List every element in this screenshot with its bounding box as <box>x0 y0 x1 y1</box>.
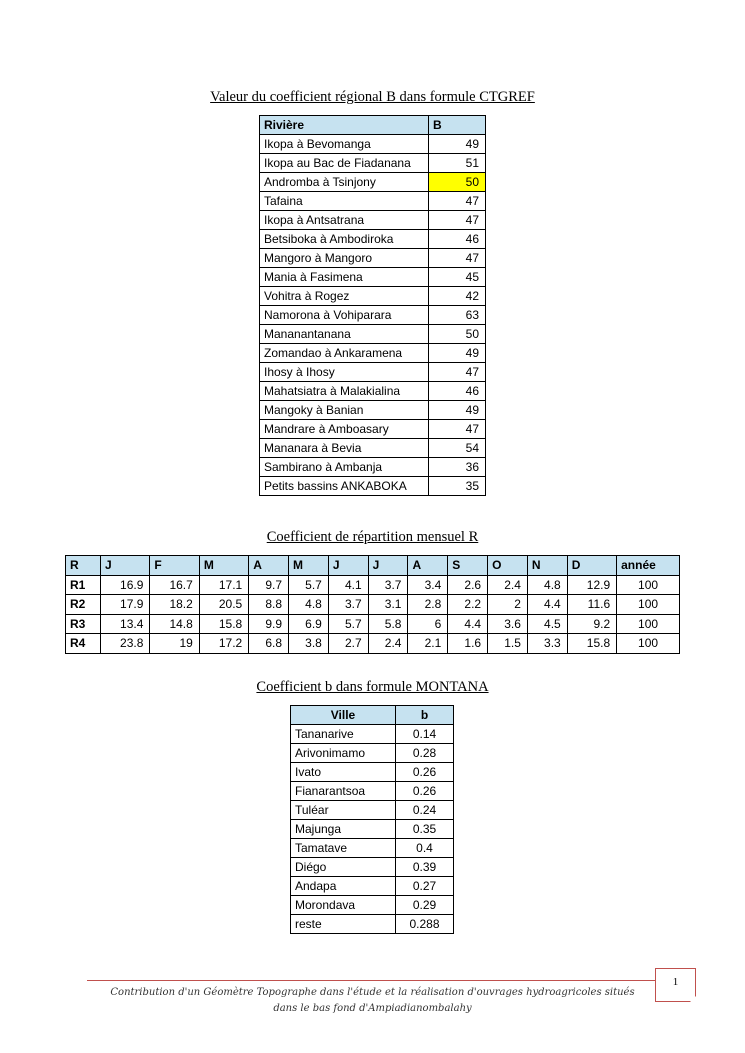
coefficient-cell: 2.7 <box>328 634 368 654</box>
b-value-cell: 0.29 <box>396 896 454 915</box>
repartition-table <box>65 555 680 654</box>
riviere-cell: Mananara à Bevia <box>260 439 429 458</box>
b-value-cell: 0.26 <box>396 782 454 801</box>
riviere-cell: Namorona à Vohiparara <box>260 306 429 325</box>
row-label-cell: R2 <box>66 595 101 615</box>
table-row <box>260 173 486 192</box>
ctgref-caption: Valeur du coefficient régional B dans formule CTGREF <box>210 89 535 105</box>
b-value-cell: 0.4 <box>396 839 454 858</box>
table-row <box>260 192 486 211</box>
coefficient-cell: 3.1 <box>368 595 408 615</box>
coefficient-cell: 9.7 <box>249 575 289 595</box>
coefficient-cell: 2.8 <box>408 595 448 615</box>
table-row <box>291 877 454 896</box>
table-row <box>66 634 680 654</box>
coefficient-cell: 12.9 <box>567 575 616 595</box>
column-header: R <box>66 556 101 576</box>
column-header-ville: Ville <box>291 706 396 725</box>
b-value-cell: 46 <box>429 230 486 249</box>
b-value-cell: 36 <box>429 458 486 477</box>
ville-cell: Tananarive <box>291 725 396 744</box>
riviere-cell: Andromba à Tsinjony <box>260 173 429 192</box>
table-row <box>260 477 486 496</box>
column-header-riviere: Rivière <box>260 116 429 135</box>
footer-rule <box>87 980 657 981</box>
table-row <box>260 230 486 249</box>
montana-table <box>290 705 454 934</box>
coefficient-cell: 4.5 <box>527 614 567 634</box>
repartition-caption: Coefficient de répartition mensuel R <box>266 529 479 545</box>
coefficient-cell: 2.6 <box>448 575 488 595</box>
coefficient-cell: 15.8 <box>199 614 248 634</box>
coefficient-cell: 14.8 <box>150 614 199 634</box>
b-value-cell: 47 <box>429 420 486 439</box>
table-row <box>260 401 486 420</box>
coefficient-cell: 9.2 <box>567 614 616 634</box>
riviere-cell: Ihosy à Ihosy <box>260 363 429 382</box>
table-row <box>291 725 454 744</box>
page-number: 1 <box>672 976 679 988</box>
coefficient-cell: 9.9 <box>249 614 289 634</box>
row-label-cell: R1 <box>66 575 101 595</box>
b-value-cell: 49 <box>429 344 486 363</box>
b-value-cell: 0.27 <box>396 877 454 896</box>
b-value-cell: 47 <box>429 192 486 211</box>
table-row <box>260 249 486 268</box>
b-value-cell: 0.14 <box>396 725 454 744</box>
column-header-b: B <box>429 116 486 135</box>
coefficient-cell: 6.9 <box>289 614 329 634</box>
page-fold-corner <box>689 995 697 1003</box>
coefficient-cell: 20.5 <box>199 595 248 615</box>
coefficient-cell: 15.8 <box>567 634 616 654</box>
table-header-row <box>291 706 454 725</box>
column-header: J <box>328 556 368 576</box>
column-header: A <box>408 556 448 576</box>
ville-cell: Diégo <box>291 858 396 877</box>
riviere-cell: Sambirano à Ambanja <box>260 458 429 477</box>
riviere-cell: Mananantanana <box>260 325 429 344</box>
b-value-cell: 54 <box>429 439 486 458</box>
table-row <box>291 782 454 801</box>
coefficient-cell: 1.5 <box>488 634 528 654</box>
b-value-cell: 49 <box>429 401 486 420</box>
table-row <box>260 363 486 382</box>
table-row <box>260 306 486 325</box>
riviere-cell: Mangoro à Mangoro <box>260 249 429 268</box>
column-header-b: b <box>396 706 454 725</box>
coefficient-cell: 4.4 <box>448 614 488 634</box>
b-value-cell: 46 <box>429 382 486 401</box>
coefficient-cell: 3.7 <box>368 575 408 595</box>
column-header: F <box>150 556 199 576</box>
table-row <box>66 595 680 615</box>
b-value-cell: 0.24 <box>396 801 454 820</box>
coefficient-cell: 3.8 <box>289 634 329 654</box>
table-row <box>260 135 486 154</box>
coefficient-cell: 3.4 <box>408 575 448 595</box>
ville-cell: Morondava <box>291 896 396 915</box>
coefficient-cell: 18.2 <box>150 595 199 615</box>
coefficient-cell: 11.6 <box>567 595 616 615</box>
ville-cell: Tuléar <box>291 801 396 820</box>
row-label-cell: R3 <box>66 614 101 634</box>
b-value-cell: 47 <box>429 363 486 382</box>
column-header: M <box>289 556 329 576</box>
b-value-cell: 42 <box>429 287 486 306</box>
table-row <box>66 575 680 595</box>
column-header: D <box>567 556 616 576</box>
coefficient-cell: 23.8 <box>101 634 150 654</box>
riviere-cell: Mahatsiatra à Malakialina <box>260 382 429 401</box>
table-row <box>260 325 486 344</box>
coefficient-cell: 8.8 <box>249 595 289 615</box>
b-value-cell: 0.28 <box>396 744 454 763</box>
column-header: J <box>101 556 150 576</box>
riviere-cell: Mangoky à Banian <box>260 401 429 420</box>
ville-cell: Andapa <box>291 877 396 896</box>
ctgref-table <box>259 115 486 496</box>
coefficient-cell: 17.1 <box>199 575 248 595</box>
coefficient-cell: 4.1 <box>328 575 368 595</box>
coefficient-cell: 100 <box>617 595 680 615</box>
b-value-cell: 0.35 <box>396 820 454 839</box>
coefficient-cell: 1.6 <box>448 634 488 654</box>
page-number-box <box>655 968 696 1002</box>
coefficient-cell: 2.1 <box>408 634 448 654</box>
riviere-cell: Mania à Fasimena <box>260 268 429 287</box>
column-header: A <box>249 556 289 576</box>
coefficient-cell: 2.4 <box>488 575 528 595</box>
riviere-cell: Petits bassins ANKABOKA <box>260 477 429 496</box>
table-row <box>291 801 454 820</box>
ville-cell: Tamatave <box>291 839 396 858</box>
coefficient-cell: 100 <box>617 614 680 634</box>
b-value-cell: 0.26 <box>396 763 454 782</box>
b-value-cell: 51 <box>429 154 486 173</box>
table-row <box>291 896 454 915</box>
b-value-cell: 47 <box>429 249 486 268</box>
coefficient-cell: 3.6 <box>488 614 528 634</box>
table-row <box>291 820 454 839</box>
b-value-cell: 50 <box>429 325 486 344</box>
table-row <box>291 744 454 763</box>
coefficient-cell: 5.7 <box>289 575 329 595</box>
coefficient-cell: 6.8 <box>249 634 289 654</box>
riviere-cell: Ikopa à Bevomanga <box>260 135 429 154</box>
table-row <box>260 420 486 439</box>
column-header: N <box>527 556 567 576</box>
table-row <box>260 211 486 230</box>
riviere-cell: Ikopa à Antsatrana <box>260 211 429 230</box>
table-row <box>260 154 486 173</box>
column-header: année <box>617 556 680 576</box>
b-value-cell: 49 <box>429 135 486 154</box>
coefficient-cell: 6 <box>408 614 448 634</box>
b-value-cell: 35 <box>429 477 486 496</box>
b-value-cell: 0.39 <box>396 858 454 877</box>
coefficient-cell: 100 <box>617 575 680 595</box>
table-header-row <box>66 556 680 576</box>
table-row <box>66 614 680 634</box>
row-label-cell: R4 <box>66 634 101 654</box>
table-row <box>291 763 454 782</box>
coefficient-cell: 13.4 <box>101 614 150 634</box>
riviere-cell: Mandrare à Amboasary <box>260 420 429 439</box>
coefficient-cell: 19 <box>150 634 199 654</box>
footer-text: Contribution d'un Géomètre Topographe dans l'étude et la réalisation d'ouvrages hydroagricoles situés dans le bas fond d'Ampiadianombalahy <box>110 987 635 1014</box>
table-row <box>291 858 454 877</box>
table-row <box>260 439 486 458</box>
table-row <box>260 344 486 363</box>
b-value-cell: 47 <box>429 211 486 230</box>
column-header: O <box>488 556 528 576</box>
coefficient-cell: 2 <box>488 595 528 615</box>
ville-cell: Arivonimamo <box>291 744 396 763</box>
coefficient-cell: 5.7 <box>328 614 368 634</box>
coefficient-cell: 4.4 <box>527 595 567 615</box>
coefficient-cell: 3.3 <box>527 634 567 654</box>
riviere-cell: Betsiboka à Ambodiroka <box>260 230 429 249</box>
coefficient-cell: 2.2 <box>448 595 488 615</box>
riviere-cell: Zomandao à Ankaramena <box>260 344 429 363</box>
b-value-cell: 0.288 <box>396 915 454 934</box>
table-header-row <box>260 116 486 135</box>
table-row <box>291 839 454 858</box>
riviere-cell: Tafaina <box>260 192 429 211</box>
table-row <box>260 268 486 287</box>
column-header: S <box>448 556 488 576</box>
b-value-cell: 50 <box>429 173 486 192</box>
coefficient-cell: 2.4 <box>368 634 408 654</box>
coefficient-cell: 3.7 <box>328 595 368 615</box>
coefficient-cell: 4.8 <box>289 595 329 615</box>
coefficient-cell: 17.2 <box>199 634 248 654</box>
coefficient-cell: 4.8 <box>527 575 567 595</box>
coefficient-cell: 16.7 <box>150 575 199 595</box>
coefficient-cell: 100 <box>617 634 680 654</box>
table-row <box>260 458 486 477</box>
table-row <box>260 287 486 306</box>
column-header: J <box>368 556 408 576</box>
montana-caption: Coefficient b dans formule MONTANA <box>256 679 489 695</box>
b-value-cell: 63 <box>429 306 486 325</box>
ville-cell: Majunga <box>291 820 396 839</box>
table-row <box>291 915 454 934</box>
ville-cell: reste <box>291 915 396 934</box>
riviere-cell: Vohitra à Rogez <box>260 287 429 306</box>
coefficient-cell: 17.9 <box>101 595 150 615</box>
b-value-cell: 45 <box>429 268 486 287</box>
riviere-cell: Ikopa au Bac de Fiadanana <box>260 154 429 173</box>
ville-cell: Ivato <box>291 763 396 782</box>
column-header: M <box>199 556 248 576</box>
ville-cell: Fianarantsoa <box>291 782 396 801</box>
coefficient-cell: 5.8 <box>368 614 408 634</box>
coefficient-cell: 16.9 <box>101 575 150 595</box>
table-row <box>260 382 486 401</box>
